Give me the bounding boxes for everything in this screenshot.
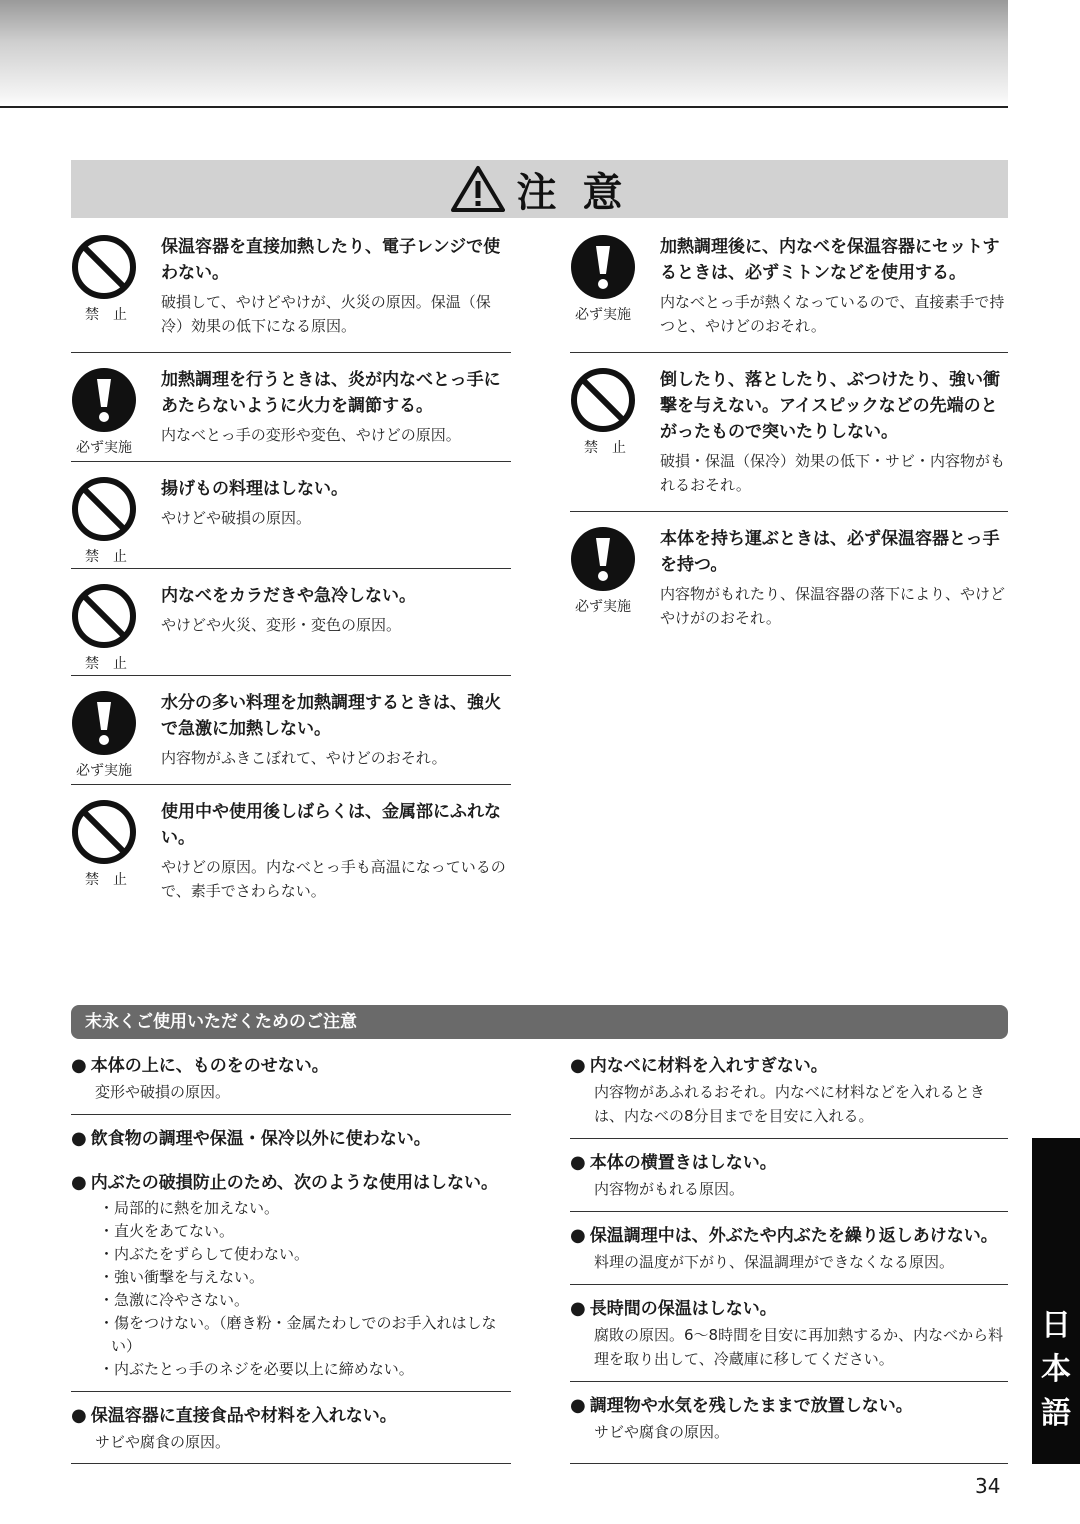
note-heading: 本体の上に、ものをのせない。 (90, 1056, 329, 1076)
mandatory-icon (71, 690, 137, 756)
note-description: サビや腐食の原因。 (594, 1423, 730, 1441)
symbol-label: 禁止 (85, 872, 141, 888)
note-item (71, 1163, 511, 1391)
bullet-icon: ● (570, 1395, 586, 1416)
mandatory-symbol (71, 690, 137, 780)
note-item (71, 1114, 511, 1163)
language-tab-char: 語 (1041, 1396, 1071, 1431)
caution-description: 内容物がもれたり、保温容器の落下により、やけどやけがのおそれ。 (660, 585, 1006, 627)
note-item (570, 1284, 1008, 1381)
caution-heading: 保温容器を直接加熱したり、電子レンジで使わない。 (161, 237, 501, 283)
caution-heading: 使用中や使用後しばらくは、金属部にふれない。 (161, 802, 501, 848)
caution-item (71, 228, 511, 352)
note-description: 料理の温度が下がり、保温調理ができなくなる原因。 (594, 1253, 955, 1271)
caution-item (71, 675, 511, 784)
bullet-icon: ● (71, 1172, 87, 1193)
caution-heading: 内なべをカラだきや急冷しない。 (161, 586, 416, 606)
list-item: ・内ぶたとっ手のネジを必要以上に締めない。 (99, 1360, 414, 1378)
note-heading: 長時間の保温はしない。 (589, 1299, 777, 1319)
bullet-icon: ● (570, 1055, 586, 1076)
mandatory-icon (570, 234, 636, 300)
caution-item (570, 228, 1008, 352)
bullet-icon: ● (71, 1128, 87, 1149)
notes-section-title: 末永くご使用いただくためのご注意 (71, 1005, 1008, 1039)
caution-item (71, 568, 511, 675)
prohibit-icon (71, 234, 137, 300)
caution-description: やけどや火災、変形・変色の原因。 (161, 616, 402, 634)
caution-item (71, 461, 511, 568)
caution-left-column (71, 228, 511, 917)
note-heading: 調理物や水気を残したままで放置しない。 (589, 1396, 913, 1416)
notes-right-column (570, 1046, 1008, 1454)
note-description: 腐敗の原因。6～8時間を目安に再加熱するか、内なべから料理を取り出して、冷蔵庫に移してください。 (594, 1326, 1004, 1368)
caution-description: 内容物がふきこぼれて、やけどのおそれ。 (161, 749, 447, 767)
caution-description: 内なべとっ手の変形や変色、やけどの原因。 (161, 426, 461, 444)
list-item: ・傷をつけない。（磨き粉・金属たわしでのお手入れはしない） (99, 1314, 497, 1355)
bullet-icon: ● (71, 1055, 87, 1076)
language-tab-char: 本 (1041, 1352, 1071, 1387)
note-item (71, 1046, 511, 1114)
mandatory-symbol (570, 526, 636, 616)
page-number: 34 (975, 1474, 1001, 1498)
prohibit-icon (71, 476, 137, 542)
note-item (570, 1211, 1008, 1284)
note-item (570, 1381, 1008, 1454)
prohibit-symbol (71, 799, 141, 889)
caution-heading: 加熱調理後に、内なべを保温容器にセットするときは、必ずミトンなどを使用する。 (660, 237, 1000, 283)
caution-description: やけどの原因。内なべとっ手も高温になっているので、素手でさわらない。 (161, 858, 506, 900)
symbol-label: 必ず実施 (575, 599, 631, 615)
caution-heading: 揚げもの料理はしない。 (161, 479, 348, 499)
note-description: 変形や破損の原因。 (95, 1083, 231, 1101)
mandatory-icon (570, 526, 636, 592)
symbol-label: 禁止 (584, 440, 640, 456)
bullet-icon: ● (71, 1405, 87, 1426)
note-item (570, 1046, 1008, 1138)
symbol-label: 禁止 (85, 307, 141, 323)
mandatory-symbol (71, 367, 137, 457)
note-item (570, 1138, 1008, 1211)
caution-description: 破損して、やけどやけが、火災の原因。保温（保冷）効果の低下になる原因。 (161, 293, 491, 335)
caution-heading: 本体を持ち運ぶときは、必ず保温容器とっ手を持つ。 (660, 529, 1000, 575)
symbol-label: 必ず実施 (76, 763, 132, 779)
caution-item (71, 352, 511, 461)
caution-heading: 倒したり、落としたり、ぶつけたり、強い衝撃を与えない。アイスピックなどの先端のとがったもので突いたりしない。 (660, 370, 1000, 442)
note-description: サビや腐食の原因。 (95, 1433, 231, 1451)
prohibit-symbol (71, 583, 141, 673)
bullet-icon: ● (570, 1298, 586, 1319)
prohibit-icon (570, 367, 636, 433)
symbol-label: 必ず実施 (76, 440, 132, 456)
caution-description: やけどや破損の原因。 (161, 509, 312, 527)
header-band (0, 0, 1008, 108)
note-heading: 保温調理中は、外ぶたや内ぶたを繰り返しあけない。 (589, 1226, 998, 1246)
note-heading: 内なべに材料を入れすぎない。 (589, 1056, 828, 1076)
note-heading: 飲食物の調理や保温・保冷以外に使わない。 (90, 1129, 431, 1149)
list-item: ・急激に冷やさない。 (99, 1291, 250, 1309)
symbol-label: 禁止 (85, 656, 141, 672)
language-tab-char: 日 (1041, 1308, 1071, 1343)
caution-heading: 水分の多い料理を加熱調理するときは、強火で急激に加熱しない。 (161, 693, 501, 739)
prohibit-icon (71, 799, 137, 865)
note-description: 内容物がもれる原因。 (594, 1180, 745, 1198)
caution-heading: 加熱調理を行うときは、炎が内なべとっ手にあたらないように火力を調節する。 (161, 370, 501, 416)
symbol-label: 必ず実施 (575, 307, 631, 323)
mandatory-icon (71, 367, 137, 433)
prohibit-symbol (71, 234, 141, 324)
prohibit-symbol (71, 476, 141, 566)
note-description: 内容物があふれるおそれ。内なべに材料などを入れるときは、内なべの8分目までを目安に入れる。 (594, 1083, 985, 1125)
note-heading: 本体の横置きはしない。 (589, 1153, 777, 1173)
mandatory-symbol (570, 234, 636, 324)
notes-left-column (71, 1046, 511, 1464)
caution-item (570, 511, 1008, 644)
caution-item (570, 352, 1008, 511)
note-heading: 内ぶたの破損防止のため、次のような使用はしない。 (90, 1173, 499, 1193)
warning-triangle-icon (451, 165, 505, 213)
bullet-icon: ● (570, 1225, 586, 1246)
symbol-label: 禁止 (85, 549, 141, 565)
caution-description: 破損・保温（保冷）効果の低下・サビ・内容物がもれるおそれ。 (660, 452, 1006, 494)
divider (570, 1463, 1008, 1464)
language-tab (1032, 1138, 1080, 1464)
note-item (71, 1391, 511, 1464)
list-item: ・内ぶたをずらして使わない。 (99, 1245, 310, 1263)
note-heading: 保温容器に直接食品や材料を入れない。 (90, 1406, 397, 1426)
list-item: ・強い衝撃を与えない。 (99, 1268, 265, 1286)
caution-item (71, 784, 511, 917)
list-item: ・局部的に熱を加えない。 (99, 1199, 280, 1217)
caution-header (71, 160, 1008, 218)
prohibit-symbol (570, 367, 640, 457)
caution-description: 内なべとっ手が熱くなっているので、直接素手で持つと、やけどのおそれ。 (660, 293, 1005, 335)
note-sublist (71, 1197, 511, 1381)
bullet-icon: ● (570, 1152, 586, 1173)
divider (71, 1463, 511, 1464)
list-item: ・直火をあてない。 (99, 1222, 235, 1240)
prohibit-icon (71, 583, 137, 649)
caution-right-column (570, 228, 1008, 644)
caution-title: 注 意 (516, 169, 629, 216)
